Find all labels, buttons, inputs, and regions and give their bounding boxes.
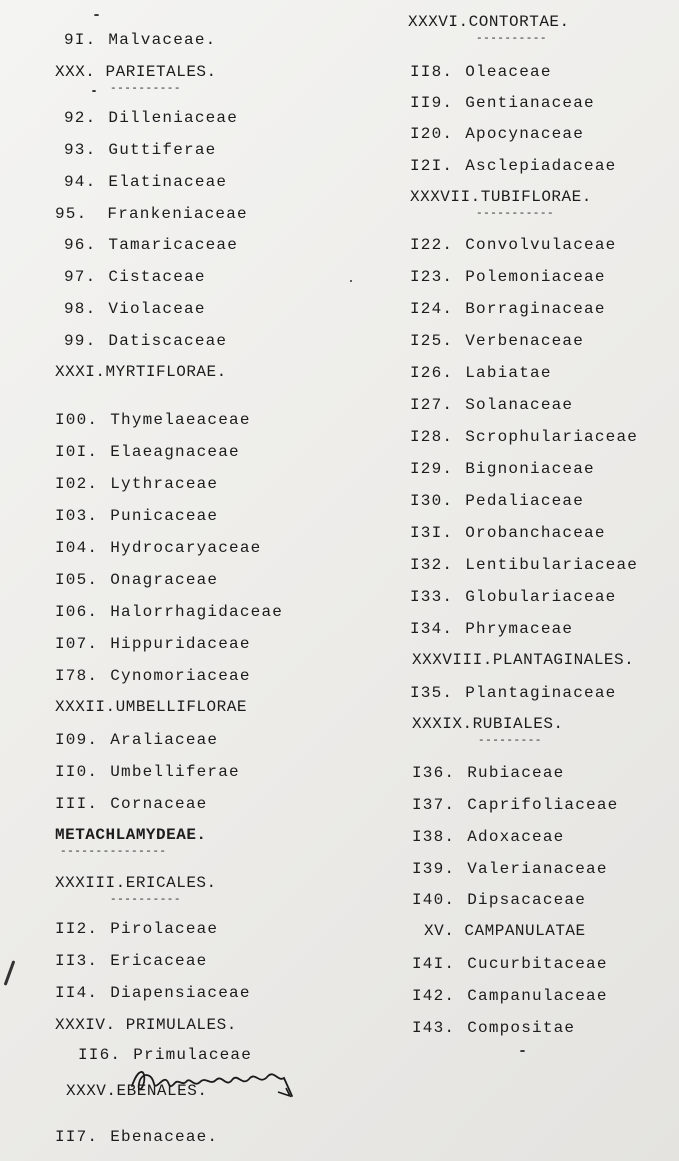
family-entry-141 <box>412 954 608 974</box>
entry-number: I35. <box>410 684 454 702</box>
family-name: Bignoniaceae <box>465 460 595 478</box>
family-entry-92 <box>64 108 238 128</box>
family-name: Onagraceae <box>110 571 219 589</box>
entry-number: 95. <box>55 205 88 223</box>
family-entry-129 <box>410 459 595 479</box>
family-name: Valerianaceae <box>467 860 608 878</box>
family-entry-139 <box>412 859 608 879</box>
heading-underline: ----------- <box>476 208 555 220</box>
subclass-heading-metachlamydeae: METACHLAMYDEAE. <box>55 826 207 844</box>
family-name: Umbelliferae <box>110 763 240 781</box>
family-name: Ebenaceae. <box>110 1128 219 1146</box>
family-name: Pedaliaceae <box>465 492 585 510</box>
family-entry-128 <box>410 427 638 447</box>
order-heading-primulales: XXXIV. PRIMULALES. <box>55 1016 237 1034</box>
order-heading-campanulatae: XV. CAMPANULATAE <box>424 922 586 940</box>
family-entry-127 <box>410 395 573 415</box>
family-name: Halorrhagidaceae <box>110 603 284 621</box>
family-name: Hydrocaryaceae <box>110 539 262 557</box>
entry-number: II0. <box>55 763 99 781</box>
entry-number: I26. <box>410 364 454 382</box>
family-entry-132 <box>410 555 638 575</box>
entry-number: 96. <box>64 236 97 254</box>
family-entry-109 <box>55 730 218 750</box>
order-heading-myrtiflorae: XXXI.MYRTIFLORAE. <box>55 363 227 381</box>
family-name: Rubiaceae <box>467 764 565 782</box>
family-entry-130 <box>410 491 584 511</box>
paper-speck <box>94 14 99 16</box>
family-name: Campanulaceae <box>467 987 608 1005</box>
family-entry-95 <box>55 204 248 224</box>
family-name: Araliaceae <box>110 731 219 749</box>
family-name: Thymelaeaceae <box>110 411 251 429</box>
entry-number: I28. <box>410 428 454 446</box>
entry-number: I29. <box>410 460 454 478</box>
handwritten-signature <box>128 1062 298 1100</box>
entry-number: I32. <box>410 556 454 574</box>
family-name: Primulaceae <box>133 1046 253 1064</box>
family-name: Frankeniaceae <box>107 205 248 223</box>
family-name: Diapensiaceae <box>110 984 251 1002</box>
family-name: Tamaricaceae <box>108 236 239 254</box>
family-entry-99 <box>64 331 227 351</box>
entry-number: I24. <box>410 300 454 318</box>
family-entry-100 <box>55 410 251 430</box>
family-entry-97 <box>64 267 206 287</box>
family-name: Hippuridaceae <box>110 635 251 653</box>
family-entry-123 <box>410 267 606 287</box>
family-name: Asclepiadaceae <box>465 157 617 175</box>
entry-number: III. <box>55 795 99 813</box>
family-name: Ericaceae <box>110 952 208 970</box>
family-entry-103 <box>55 506 218 526</box>
family-name: Convolvulaceae <box>465 236 617 254</box>
entry-number: I03. <box>55 507 99 525</box>
family-name: Lythraceae <box>110 475 219 493</box>
family-name: Lentibulariaceae <box>465 556 639 574</box>
family-entry-126 <box>410 363 552 383</box>
entry-number: 92. <box>64 109 97 127</box>
family-entry-91 <box>64 30 216 50</box>
family-entry-108 <box>55 666 251 686</box>
family-name: Oleaceae <box>465 63 552 81</box>
entry-number: I43. <box>412 1019 456 1037</box>
entry-number: II9. <box>410 94 454 112</box>
family-name: Polemoniaceae <box>465 268 606 286</box>
family-entry-134 <box>410 619 573 639</box>
order-heading-parietales: XXX. PARIETALES. <box>55 63 217 81</box>
entry-number: I30. <box>410 492 454 510</box>
entry-number: 97. <box>64 268 97 286</box>
family-name: Globulariaceae <box>465 588 617 606</box>
order-heading-ebenales: XXXV.EBENALES. <box>66 1082 208 1100</box>
family-entry-104 <box>55 538 261 558</box>
heading-underline: --------------- <box>60 846 167 858</box>
entry-number: I02. <box>55 475 99 493</box>
family-entry-102 <box>55 474 218 494</box>
family-name: Caprifoliaceae <box>467 796 619 814</box>
entry-number: I20. <box>410 125 454 143</box>
family-entry-93 <box>64 140 216 160</box>
entry-number: I06. <box>55 603 99 621</box>
entry-number: I33. <box>410 588 454 606</box>
family-entry-96 <box>64 235 238 255</box>
family-name: Compositae <box>467 1019 576 1037</box>
family-entry-142 <box>412 986 608 1006</box>
pencil-mark <box>4 960 16 985</box>
family-entry-113 <box>55 951 207 971</box>
family-name: Pirolaceae <box>110 920 219 938</box>
family-entry-125 <box>410 331 584 351</box>
order-heading-rubiales: XXXIX.RUBIALES. <box>412 715 564 733</box>
family-entry-94 <box>64 172 227 192</box>
entry-number: I2I. <box>410 157 454 175</box>
entry-number: 94. <box>64 173 97 191</box>
entry-number: I09. <box>55 731 99 749</box>
family-name: Guttiferae <box>108 141 217 159</box>
family-name: Punicaceae <box>110 507 219 525</box>
family-name: Malvaceae. <box>108 31 217 49</box>
family-entry-124 <box>410 299 606 319</box>
family-entry-118 <box>410 62 552 82</box>
family-entry-117 <box>55 1127 218 1147</box>
family-name: Cornaceae <box>110 795 208 813</box>
family-entry-110 <box>55 762 240 782</box>
order-heading-plantaginales: XXXVIII.PLANTAGINALES. <box>412 651 635 669</box>
family-name: Plantaginaceae <box>465 684 617 702</box>
family-name: Elaeagnaceae <box>110 443 240 461</box>
family-name: Verbenaceae <box>465 332 585 350</box>
family-name: Gentianaceae <box>465 94 595 112</box>
family-entry-112 <box>55 919 218 939</box>
family-name: Datiscaceae <box>108 332 228 350</box>
entry-number: I0I. <box>55 443 99 461</box>
entry-number: I00. <box>55 411 99 429</box>
entry-number: 9I. <box>64 31 97 49</box>
family-name: Violaceae <box>108 300 206 318</box>
entry-number: I04. <box>55 539 99 557</box>
family-name: Labiatae <box>465 364 552 382</box>
family-entry-106 <box>55 602 283 622</box>
entry-number: I38. <box>412 828 456 846</box>
family-entry-138 <box>412 827 564 847</box>
family-name: Apocynaceae <box>465 125 585 143</box>
family-entry-101 <box>55 442 240 462</box>
heading-underline: ---------- <box>110 894 182 906</box>
entry-number: I3I. <box>410 524 454 542</box>
family-entry-98 <box>64 299 206 319</box>
family-entry-133 <box>410 587 616 607</box>
entry-number: II6. <box>78 1046 122 1064</box>
entry-number: I37. <box>412 796 456 814</box>
order-heading-umbelliflorae: XXXII.UMBELLIFLORAE <box>55 698 247 716</box>
family-entry-114 <box>55 983 251 1003</box>
family-name: Dipsacaceae <box>467 891 587 909</box>
family-entry-137 <box>412 795 618 815</box>
entry-number: I40. <box>412 891 456 909</box>
family-name: Cucurbitaceae <box>467 955 608 973</box>
family-entry-107 <box>55 634 251 654</box>
entry-number: 99. <box>64 332 97 350</box>
paper-speck <box>350 280 352 282</box>
family-entry-140 <box>412 890 586 910</box>
heading-underline: --------- <box>478 735 542 747</box>
family-name: Solanaceae <box>465 396 574 414</box>
entry-number: I39. <box>412 860 456 878</box>
entry-number: II2. <box>55 920 99 938</box>
family-entry-120 <box>410 124 584 144</box>
family-name: Dilleniaceae <box>108 109 239 127</box>
entry-number: II8. <box>410 63 454 81</box>
family-entry-131 <box>410 523 606 543</box>
entry-number: I05. <box>55 571 99 589</box>
family-entry-143 <box>412 1018 575 1038</box>
heading-underline: ---------- <box>476 33 548 45</box>
family-name: Borraginaceae <box>465 300 606 318</box>
heading-underline: ---------- <box>110 83 182 95</box>
order-heading-contortae: XXXVI.CONTORTAE. <box>408 13 570 31</box>
entry-number: I25. <box>410 332 454 350</box>
family-name: Adoxaceae <box>467 828 565 846</box>
entry-number: 93. <box>64 141 97 159</box>
entry-number: I4I. <box>412 955 456 973</box>
entry-number: I34. <box>410 620 454 638</box>
family-name: Orobanchaceae <box>465 524 606 542</box>
entry-number: I36. <box>412 764 456 782</box>
entry-number: I78. <box>55 667 99 685</box>
entry-number: I07. <box>55 635 99 653</box>
order-heading-tubiflorae: XXXVII.TUBIFLORAE. <box>410 188 592 206</box>
family-entry-119 <box>410 93 595 113</box>
family-entry-111 <box>55 794 207 814</box>
entry-number: I42. <box>412 987 456 1005</box>
entry-number: II7. <box>55 1128 99 1146</box>
family-name: Cynomoriaceae <box>110 667 251 685</box>
family-entry-105 <box>55 570 218 590</box>
entry-number: 98. <box>64 300 97 318</box>
paper-speck <box>92 90 96 92</box>
family-entry-136 <box>412 763 564 783</box>
paper-speck <box>520 1050 525 1052</box>
family-name: Elatinaceae <box>108 173 228 191</box>
family-name: Cistaceae <box>108 268 206 286</box>
family-entry-121 <box>410 156 616 176</box>
entry-number: II4. <box>55 984 99 1002</box>
order-heading-ericales: XXXIII.ERICALES. <box>55 874 217 892</box>
entry-number: I27. <box>410 396 454 414</box>
entry-number: II3. <box>55 952 99 970</box>
entry-number: I22. <box>410 236 454 254</box>
family-entry-122 <box>410 235 616 255</box>
family-entry-135 <box>410 683 616 703</box>
family-name: Scrophulariaceae <box>465 428 639 446</box>
entry-number: I23. <box>410 268 454 286</box>
family-name: Phrymaceae <box>465 620 574 638</box>
